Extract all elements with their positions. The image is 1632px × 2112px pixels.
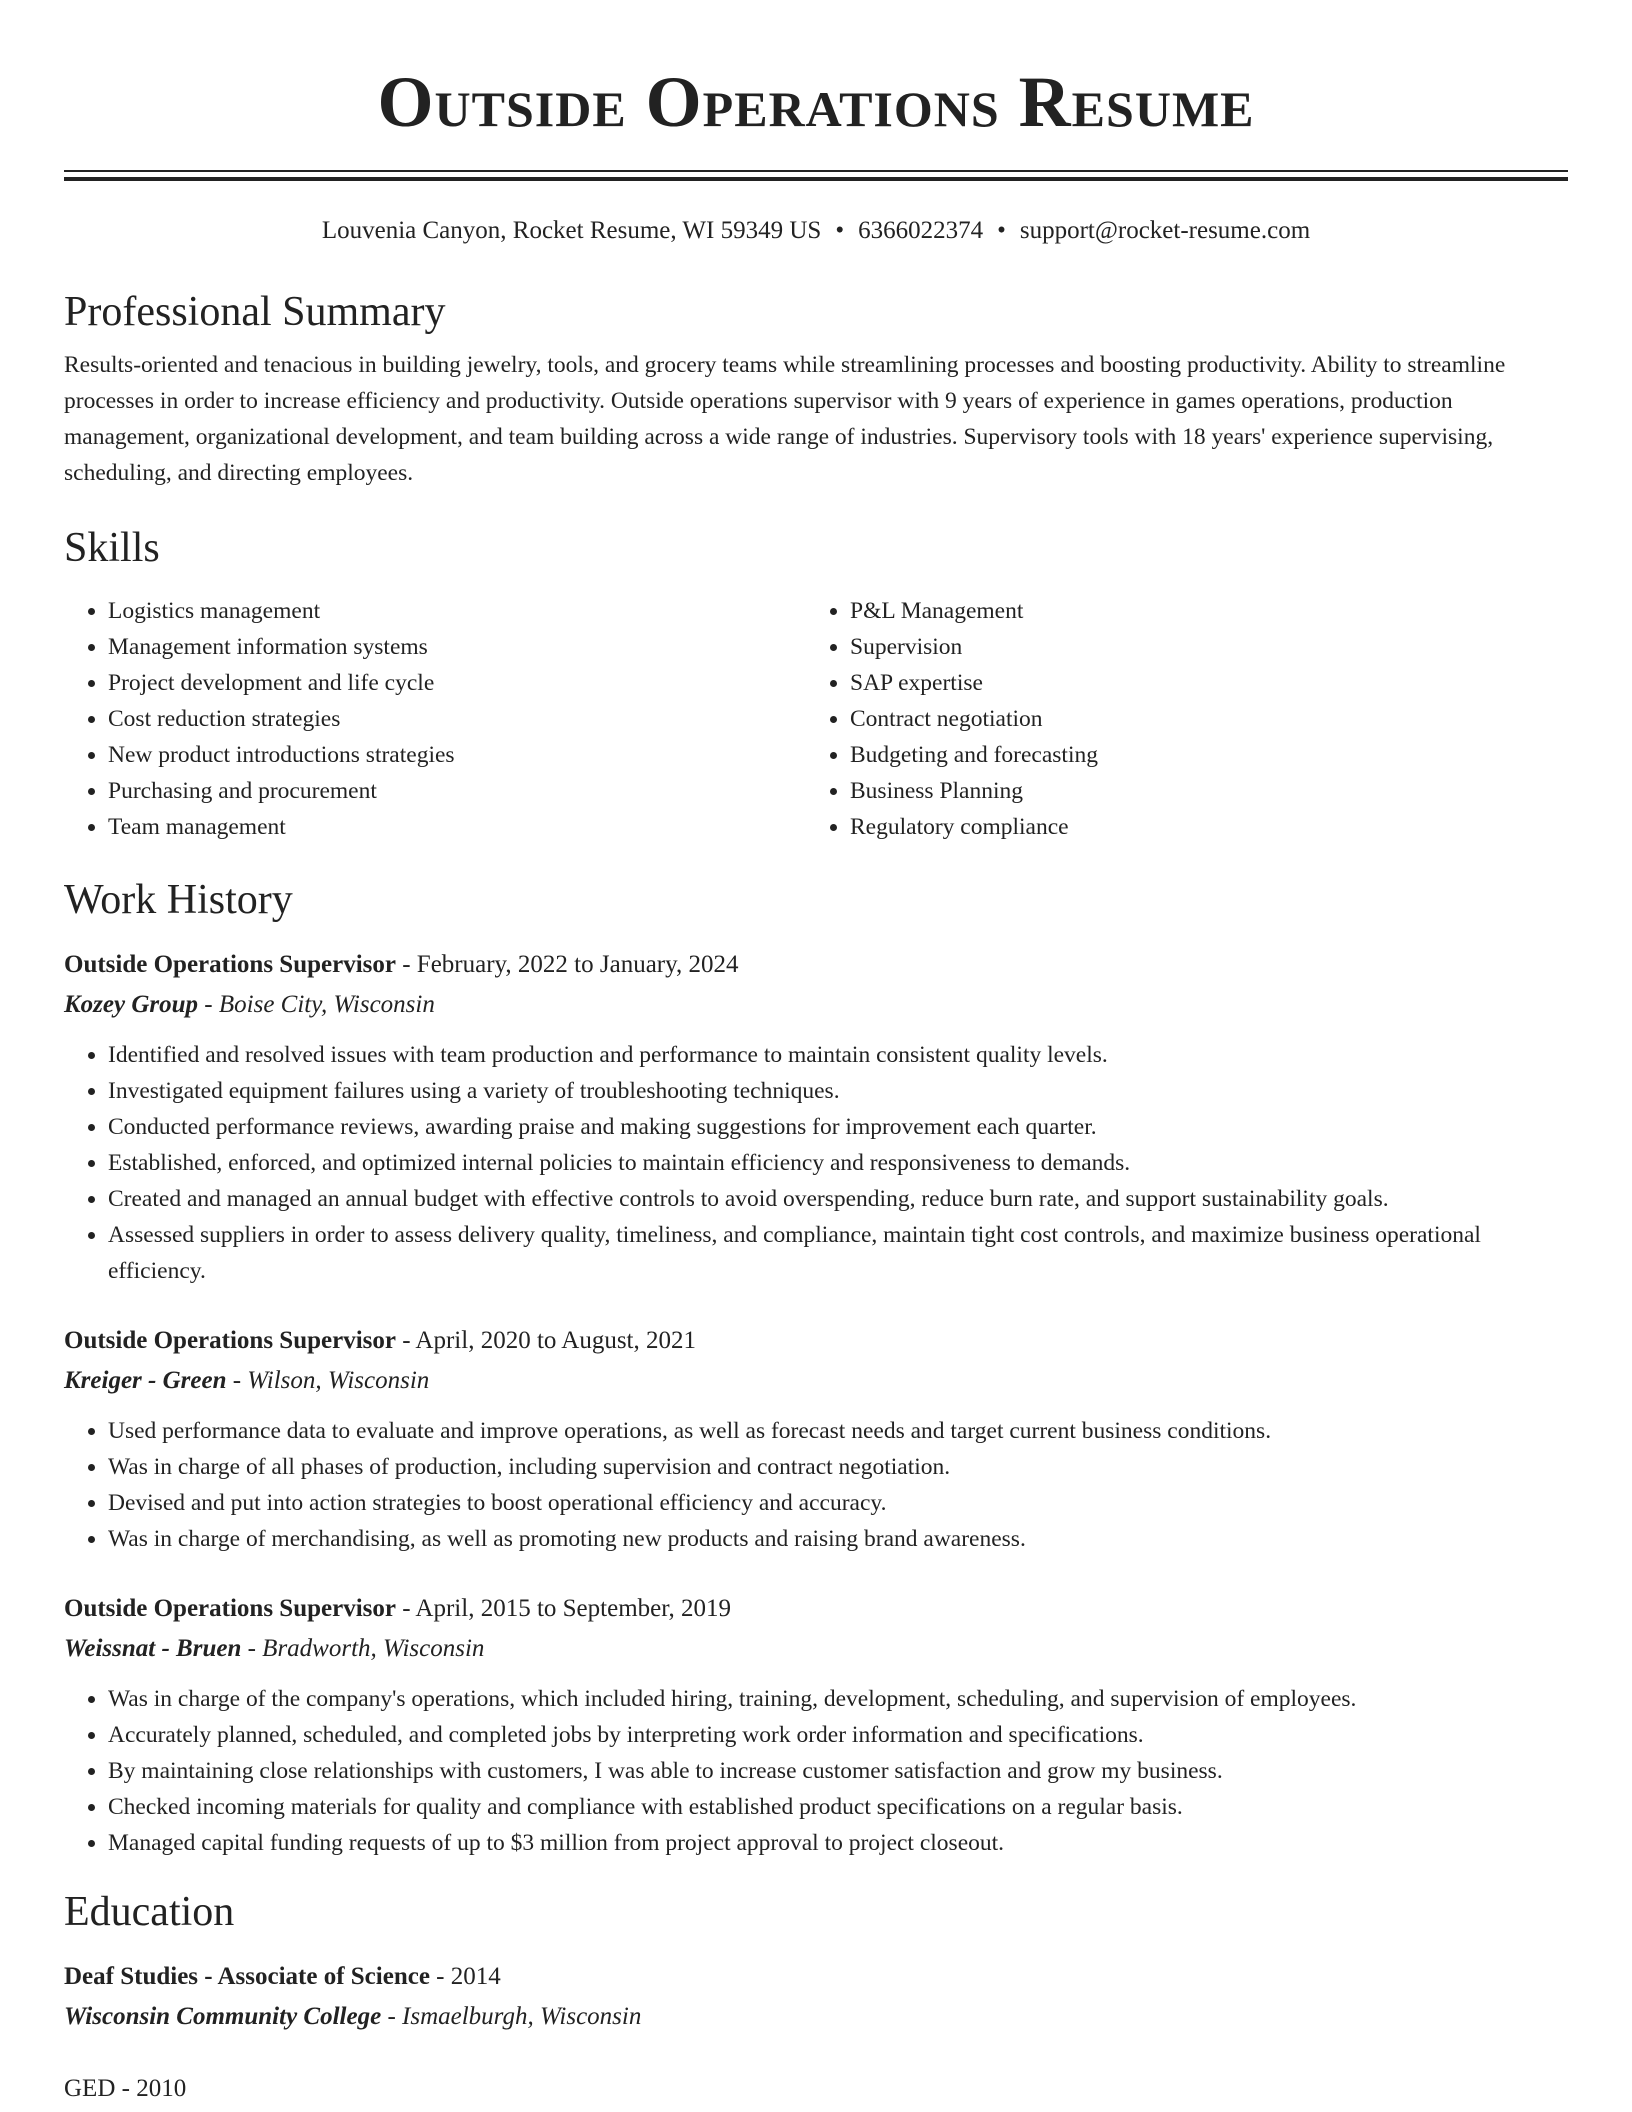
job-entry (64, 1591, 1568, 1861)
skill-item: • Management information systems (108, 629, 806, 665)
skill-item: • Purchasing and procurement (108, 773, 806, 809)
degree-year: - 2014 (429, 1963, 501, 1990)
job-title-line (64, 947, 1568, 983)
skill-item: • New product introductions strategies (108, 737, 806, 773)
job-bullets (64, 1037, 1568, 1289)
job-entry (64, 1323, 1568, 1557)
skills-columns (64, 593, 1568, 845)
title-divider-thin (64, 170, 1568, 172)
employer-line (64, 1631, 1568, 1667)
school-name: Wisconsin Community College (64, 2003, 382, 2030)
skill-item: • Budgeting and forecasting (850, 737, 1098, 773)
job-title: Outside Operations Supervisor (64, 951, 396, 978)
contact-line (64, 215, 1568, 247)
degree-name: Deaf Studies - Associate of Science (64, 1963, 430, 1990)
job-dates: - April, 2020 to August, 2021 (395, 1327, 696, 1354)
job-title-line (64, 1323, 1568, 1359)
contact-separator: • (835, 217, 845, 244)
job-entry (64, 947, 1568, 1289)
job-bullet: • Established, enforced, and optimized internal policies to maintain efficiency and responsiveness to demands. (108, 1145, 1568, 1181)
job-bullet: • Checked incoming materials for quality and compliance with established product specifications on a regular basis. (108, 1789, 1568, 1825)
employer-location: - Bradworth, Wisconsin (241, 1635, 485, 1662)
skill-item: • P&L Management (850, 593, 1098, 629)
job-bullet: • Accurately planned, scheduled, and completed jobs by interpreting work order information and specifications. (108, 1717, 1568, 1753)
skill-item: • Supervision (850, 629, 1098, 665)
skills-list-left (64, 593, 806, 845)
page-title: Outside Operations Resume (377, 62, 1255, 142)
job-title: Outside Operations Supervisor (64, 1327, 396, 1354)
skills-heading: Skills (64, 525, 160, 571)
skill-item: • Contract negotiation (850, 701, 1098, 737)
employer-name: Weissnat - Bruen (64, 1635, 242, 1662)
employer-location: - Wilson, Wisconsin (226, 1367, 430, 1394)
summary-text: Results-oriented and tenacious in building jewelry, tools, and grocery teams while streamlining processes and boosting productivity. Ability to streamline processes in order to increase efficiency and productivity. Outside operations supervisor with 9 years of experience in games operations, production management, organizational development, and team building across a wide range of industries. Supervisory tools with 18 years' experience supervising, scheduling, and directing employees. (64, 352, 1506, 486)
employer-name: Kreiger - Green (64, 1367, 227, 1394)
education-entry (64, 1959, 1568, 2035)
summary-heading: Professional Summary (64, 289, 446, 335)
skill-item: • Team management (108, 809, 806, 845)
education-entry-ged: GED - 2010 (64, 2075, 187, 2102)
contact-phone: 6366022374 (858, 217, 984, 244)
school-line (64, 1999, 1568, 2035)
job-bullet: • Used performance data to evaluate and improve operations, as well as forecast needs and target current business conditions. (108, 1413, 1568, 1449)
employer-line (64, 1363, 1568, 1399)
skill-item: • Project development and life cycle (108, 665, 806, 701)
job-bullet: • Was in charge of all phases of production, including supervision and contract negotiation. (108, 1449, 1568, 1485)
skill-item: • Business Planning (850, 773, 1098, 809)
skills-list-right (806, 593, 1098, 845)
employer-name: Kozey Group (64, 991, 199, 1018)
title-divider-thick (64, 177, 1568, 181)
skill-item: • SAP expertise (850, 665, 1098, 701)
school-location: - Ismaelburgh, Wisconsin (381, 2003, 642, 2030)
contact-email: support@rocket-resume.com (1019, 217, 1311, 244)
job-dates: - February, 2022 to January, 2024 (395, 951, 739, 978)
job-bullet: • By maintaining close relationships with customers, I was able to increase customer satisfaction and grow my business. (108, 1753, 1568, 1789)
skill-item: • Logistics management (108, 593, 806, 629)
work-history-heading: Work History (64, 877, 293, 923)
contact-separator: • (997, 217, 1006, 244)
job-bullet: • Was in charge of the company's operations, which included hiring, training, development, scheduling, and supervision of employees. (108, 1681, 1568, 1717)
job-bullet: • Created and managed an annual budget with effective controls to avoid overspending, reduce burn rate, and support sustainability goals. (108, 1181, 1568, 1217)
job-bullets (64, 1681, 1568, 1861)
education-heading: Education (64, 1889, 235, 1935)
degree-line (64, 1959, 1568, 1995)
employer-line (64, 987, 1568, 1023)
job-bullet: • Conducted performance reviews, awarding praise and making suggestions for improvement each quarter. (108, 1109, 1568, 1145)
job-bullet: • Assessed suppliers in order to assess delivery quality, timeliness, and compliance, maintain tight cost controls, and maximize business operational efficiency. (108, 1217, 1568, 1289)
skill-item: • Cost reduction strategies (108, 701, 806, 737)
job-bullet: • Devised and put into action strategies to boost operational efficiency and accuracy. (108, 1485, 1568, 1521)
job-bullet: • Investigated equipment failures using a variety of troubleshooting techniques. (108, 1073, 1568, 1109)
contact-address: Louvenia Canyon, Rocket Resume, WI 59349 US (321, 217, 822, 244)
skill-item: • Regulatory compliance (850, 809, 1098, 845)
job-bullet: • Was in charge of merchandising, as well as promoting new products and raising brand awareness. (108, 1521, 1568, 1557)
job-title-line (64, 1591, 1568, 1627)
job-dates: - April, 2015 to September, 2019 (395, 1595, 732, 1622)
job-title: Outside Operations Supervisor (64, 1595, 396, 1622)
job-bullet: • Identified and resolved issues with team production and performance to maintain consistent quality levels. (108, 1037, 1568, 1073)
job-bullet: • Managed capital funding requests of up to $3 million from project approval to project closeout. (108, 1825, 1568, 1861)
job-bullets (64, 1413, 1568, 1557)
employer-location: - Boise City, Wisconsin (198, 991, 435, 1018)
